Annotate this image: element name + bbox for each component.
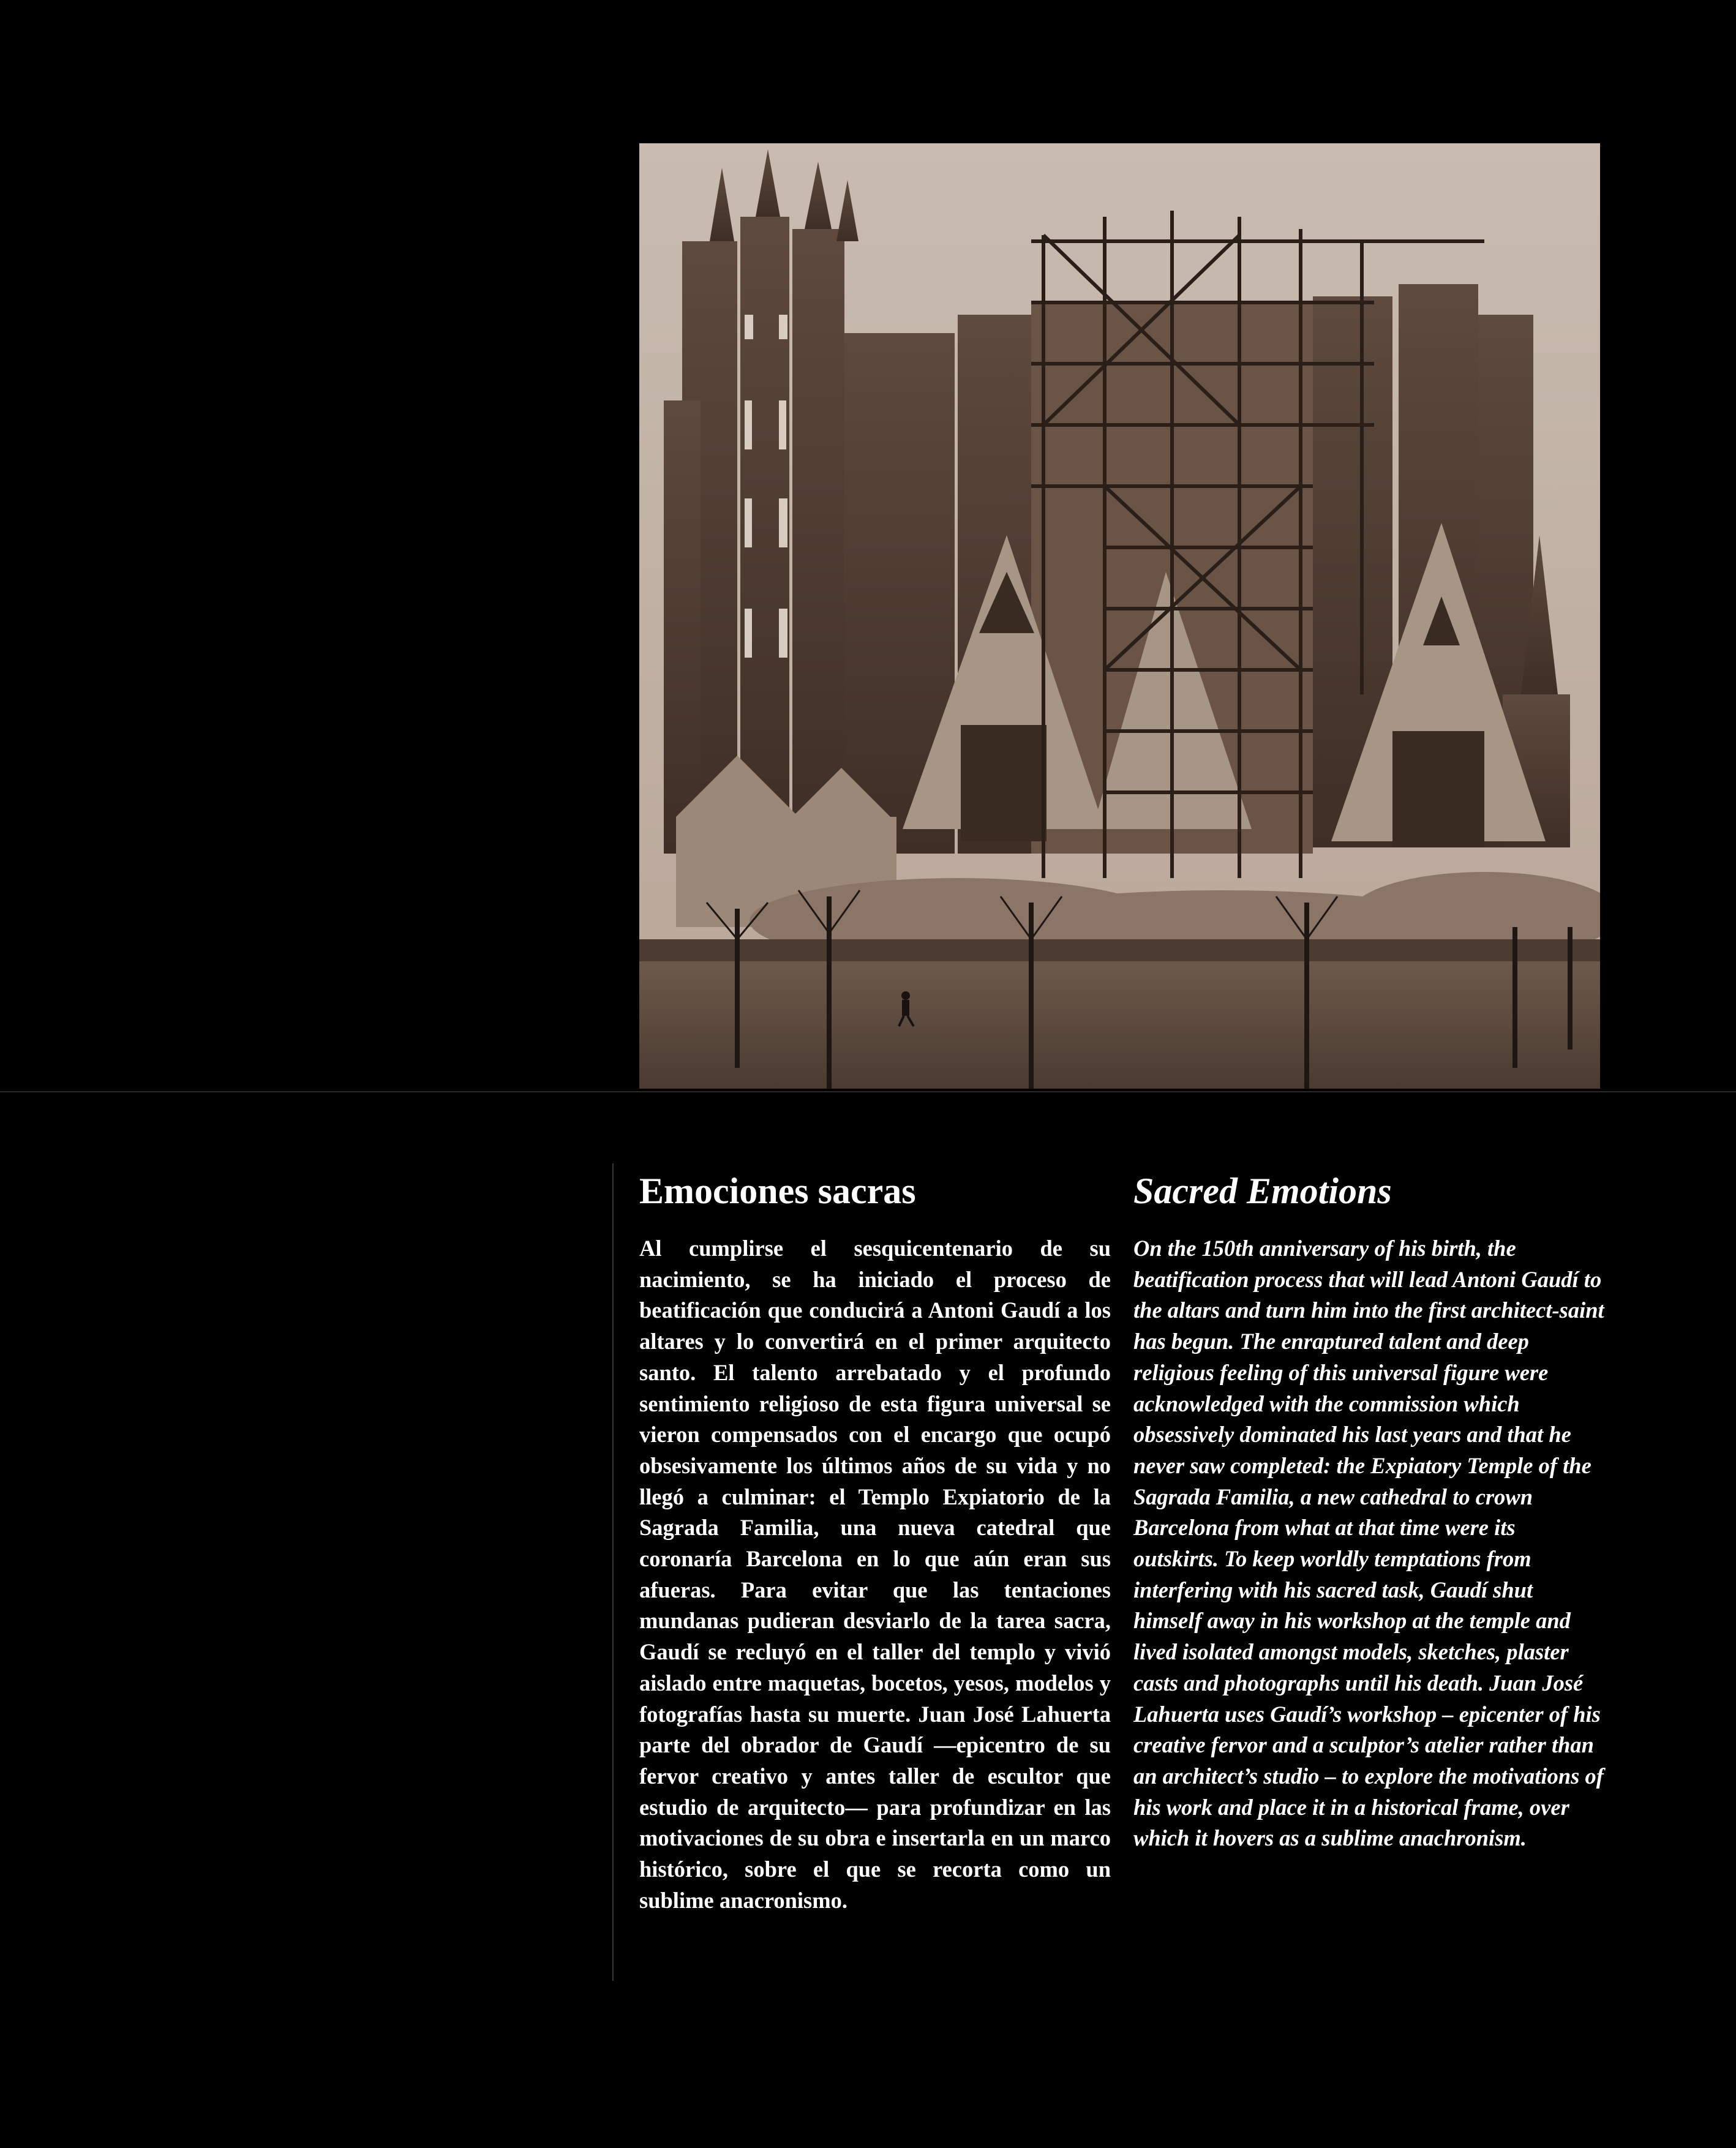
street-ground	[639, 958, 1600, 1089]
article-title-es: Emociones sacras	[639, 1171, 916, 1211]
sagrada-familia-illustration	[639, 143, 1600, 1089]
article-body-en: On the 150th anniversary of his birth, the beatification process that will lead Antoni Gaudí to the altars and turn him into the first architect-saint has begun. The enraptured talent and deep religious feeling of this universal figure were acknowledged with the commission which obsessively dominated his last years and that he never saw completed: the Expiatory Temple of the Sagrada Familia, a new cathedral to crown Barcelona from what at that time were its outskirts. To keep worldly temptations from interfering with his sacred task, Gaudí shut himself away in his workshop at the temple and lived isolated amongst models, sketches, plaster casts and photographs until his death. Juan José Lahuerta uses Gaudí’s workshop – epicenter of his creative fervor and a sculptor’s atelier rather than an architect’s studio – to explore the motivations of his work and place it in a historical frame, over which it hovers as a sublime anachronism.	[1133, 1236, 1604, 1851]
sagrada-familia-photo	[639, 143, 1600, 1089]
article-english	[1133, 1171, 1605, 1854]
page-fold-divider	[0, 1091, 1736, 1092]
margin-rule	[612, 1163, 614, 1981]
article-spanish	[639, 1171, 1111, 1916]
article-body-es: Al cumplirse el sesquicentenario de su nacimiento, se ha iniciado el proceso de beatificación que conducirá a Antoni Gaudí a los altares y lo convertirá en el primer arquitecto santo. El talento arrebatado y el profundo sentimiento religioso de esta figura universal se vieron compensados con el encargo que ocupó obsesivamente los últimos años de su vida y no llegó a culminar: el Templo Expiatorio de la Sagrada Familia, una nueva catedral que coronaría Barcelona en lo que aún eran sus afueras. Para evitar que las tentaciones mundanas pudieran desviarlo de la tarea sacra, Gaudí se recluyó en el taller del templo y vivió aislado entre maquetas, bocetos, yesos, modelos y fotografías hasta su muerte. Juan José Lahuerta parte del obrador de Gaudí —epicentro de su fervor creativo y antes taller de escultor que estudio de arquitecto— para profundizar en las motivaciones de su obra e insertarla en un marco histórico, sobre el que se recorta como un sublime anacronismo.	[639, 1236, 1111, 1913]
article-title-en: Sacred Emotions	[1133, 1171, 1392, 1211]
